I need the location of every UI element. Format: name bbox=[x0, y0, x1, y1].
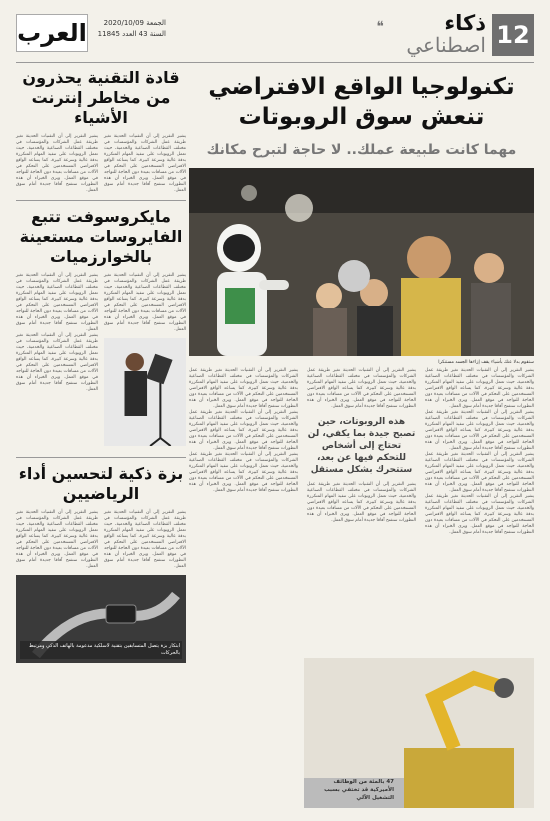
body-text: يشير التقرير إلى أن التقنيات الحديثة تغير طريقة عمل الشركات والمؤسسات في مختلف القطاعات الصناعية والخدمية، حيث تعمل الروبوتات على تنفيذ المهام المتكررة بدقة عالية وسرعة كبيرة، كما يساعد الواقع الافتراضي المستخدمين على التحكم في الآلات من مسافات بعيدة دون الحاجة للتواجد في موقع العمل. ويرى الخبراء أن هذه التطورات ستفتح آفاقا جديدة أمام سوق العمل. bbox=[16, 273, 98, 332]
section-title-top: ذكاء bbox=[444, 11, 486, 35]
body-text: يشير التقرير إلى أن التقنيات الحديثة تغير طريقة عمل الشركات والمؤسسات في مختلف القطاعات الصناعية والخدمية، حيث تعمل الروبوتات على تنفيذ المهام المتكررة بدقة عالية وسرعة كبيرة، كما يساعد الواقع الافتراضي المستخدمين على التحكم في الآلات من مسافات بعيدة دون الحاجة للتواجد في موقع العمل. ويرى الخبراء أن هذه التطورات ستفتح آفاقا جديدة أمام سوق العمل. bbox=[189, 368, 298, 409]
side-story-2-body bbox=[16, 273, 186, 451]
body-text: يشير التقرير إلى أن التقنيات الحديثة تغير طريقة عمل الشركات والمؤسسات في مختلف القطاعات الصناعية والخدمية، حيث تعمل الروبوتات على تنفيذ المهام المتكررة بدقة عالية وسرعة كبيرة، كما يساعد الواقع الافتراضي المستخدمين على التحكم في الآلات من مسافات بعيدة دون الحاجة للتواجد في موقع العمل. ويرى الخبراء أن هذه التطورات ستفتح آفاقا جديدة أمام سوق العمل. bbox=[425, 452, 534, 493]
side-story-3-photo bbox=[16, 575, 186, 663]
side-story-3-photo-caption: ابتكار بزة يتصل المتسابقين بتقنية لاسلكية مدعومة بالهاتف الذكي ومرتبط بالحركات bbox=[20, 641, 182, 659]
body-text: يشير التقرير إلى أن التقنيات الحديثة تغير طريقة عمل الشركات والمؤسسات في مختلف القطاعات الصناعية والخدمية، حيث تعمل الروبوتات على تنفيذ المهام المتكررة بدقة عالية وسرعة كبيرة، كما يساعد الواقع الافتراضي المستخدمين على التحكم في الآلات من مسافات بعيدة دون الحاجة للتواجد في موقع العمل. ويرى الخبراء أن هذه التطورات ستفتح آفاقا جديدة أمام سوق العمل. bbox=[425, 368, 534, 409]
hero-photo-caption: ستقوم بدلا عنك بأشياء يقف إزاءها الجسد مستنكرا bbox=[438, 360, 534, 365]
side-column bbox=[16, 68, 186, 663]
body-text: يشير التقرير إلى أن التقنيات الحديثة تغير طريقة عمل الشركات والمؤسسات في مختلف القطاعات الصناعية والخدمية، حيث تعمل الروبوتات على تنفيذ المهام المتكررة بدقة عالية وسرعة كبيرة، كما يساعد الواقع الافتراضي المستخدمين على التحكم في الآلات من مسافات بعيدة دون الحاجة للتواجد في موقع العمل. ويرى الخبراء أن هذه التطورات ستفتح آفاقا جديدة أمام سوق العمل. bbox=[307, 482, 416, 523]
body-text: يشير التقرير إلى أن التقنيات الحديثة تغير طريقة عمل الشركات والمؤسسات في مختلف القطاعات الصناعية والخدمية، حيث تعمل الروبوتات على تنفيذ المهام المتكررة بدقة عالية وسرعة كبيرة، كما يساعد الواقع الافتراضي المستخدمين على التحكم في الآلات من مسافات بعيدة دون الحاجة للتواجد في موقع العمل. ويرى الخبراء أن هذه التطورات ستفتح آفاقا جديدة أمام سوق العمل. bbox=[104, 134, 186, 193]
side-story-2-title: مايكروسوفت تتبع الفايروسات مستعينة بالخوارزميات bbox=[19, 207, 183, 266]
body-text: يشير التقرير إلى أن التقنيات الحديثة تغير طريقة عمل الشركات والمؤسسات في مختلف القطاعات الصناعية والخدمية، حيث تعمل الروبوتات على تنفيذ المهام المتكررة بدقة عالية وسرعة كبيرة، كما يساعد الواقع الافتراضي المستخدمين على التحكم في الآلات من مسافات بعيدة دون الحاجة للتواجد في موقع العمل. ويرى الخبراء أن هذه التطورات ستفتح آفاقا جديدة أمام سوق العمل. bbox=[189, 452, 298, 493]
body-text: يشير التقرير إلى أن التقنيات الحديثة تغير طريقة عمل الشركات والمؤسسات في مختلف القطاعات الصناعية والخدمية، حيث تعمل الروبوتات على تنفيذ المهام المتكررة بدقة عالية وسرعة كبيرة، كما يساعد الواقع الافتراضي المستخدمين على التحكم في الآلات من مسافات بعيدة دون الحاجة للتواجد في موقع العمل. ويرى الخبراء أن هذه التطورات ستفتح آفاقا جديدة أمام سوق العمل. bbox=[16, 510, 98, 569]
body-text: يشير التقرير إلى أن التقنيات الحديثة تغير طريقة عمل الشركات والمؤسسات في مختلف القطاعات الصناعية والخدمية، حيث تعمل الروبوتات على تنفيذ المهام المتكررة بدقة عالية وسرعة كبيرة، كما يساعد الواقع الافتراضي المستخدمين على التحكم في الآلات من مسافات بعيدة دون الحاجة للتواجد في موقع العمل. ويرى الخبراء أن هذه التطورات ستفتح آفاقا جديدة أمام سوق العمل. bbox=[104, 510, 186, 569]
body-column-2 bbox=[307, 368, 416, 524]
main-story-body bbox=[189, 368, 534, 808]
side-story-2-photo bbox=[104, 338, 186, 446]
body-text: يشير التقرير إلى أن التقنيات الحديثة تغير طريقة عمل الشركات والمؤسسات في مختلف القطاعات الصناعية والخدمية، حيث تعمل الروبوتات على تنفيذ المهام المتكررة بدقة عالية وسرعة كبيرة، كما يساعد الواقع الافتراضي المستخدمين على التحكم في الآلات من مسافات بعيدة دون الحاجة للتواجد في موقع العمل. ويرى الخبراء أن هذه التطورات ستفتح آفاقا جديدة أمام سوق العمل. bbox=[189, 410, 298, 451]
newspaper-logo: العرب bbox=[16, 14, 88, 52]
issue-date: الجمعة 2020/10/09 bbox=[103, 19, 166, 27]
section-title bbox=[406, 12, 486, 56]
body-text: يشير التقرير إلى أن التقنيات الحديثة تغير طريقة عمل الشركات والمؤسسات في مختلف القطاعات الصناعية والخدمية، حيث تعمل الروبوتات على تنفيذ المهام المتكررة بدقة عالية وسرعة كبيرة، كما يساعد الواقع الافتراضي المستخدمين على التحكم في الآلات من مسافات بعيدة دون الحاجة للتواجد في موقع العمل. ويرى الخبراء أن هذه التطورات ستفتح آفاقا جديدة أمام سوق العمل. bbox=[104, 273, 186, 332]
body-column-1 bbox=[425, 368, 534, 536]
body-text: يشير التقرير إلى أن التقنيات الحديثة تغير طريقة عمل الشركات والمؤسسات في مختلف القطاعات الصناعية والخدمية، حيث تعمل الروبوتات على تنفيذ المهام المتكررة بدقة عالية وسرعة كبيرة، كما يساعد الواقع الافتراضي المستخدمين على التحكم في الآلات من مسافات بعيدة دون الحاجة للتواجد في موقع العمل. ويرى الخبراء أن هذه التطورات ستفتح آفاقا جديدة أمام سوق العمل. bbox=[16, 134, 98, 193]
body-text: يشير التقرير إلى أن التقنيات الحديثة تغير طريقة عمل الشركات والمؤسسات في مختلف القطاعات الصناعية والخدمية، حيث تعمل الروبوتات على تنفيذ المهام المتكررة بدقة عالية وسرعة كبيرة، كما يساعد الواقع الافتراضي المستخدمين على التحكم في الآلات من مسافات بعيدة دون الحاجة للتواجد في موقع العمل. ويرى الخبراء أن هذه التطورات ستفتح آفاقا جديدة أمام سوق العمل. bbox=[425, 494, 534, 535]
robot-photo-caption: 47 بالمئة من الوظائف الأميركية قد تختفي بسبب التشغيل الآلي bbox=[324, 779, 394, 801]
body-text: يشير التقرير إلى أن التقنيات الحديثة تغير طريقة عمل الشركات والمؤسسات في مختلف القطاعات الصناعية والخدمية، حيث تعمل الروبوتات على تنفيذ المهام المتكررة بدقة عالية وسرعة كبيرة، كما يساعد الواقع الافتراضي المستخدمين على التحكم في الآلات من مسافات بعيدة دون الحاجة للتواجد في موقع العمل. ويرى الخبراء أن هذه التطورات ستفتح آفاقا جديدة أمام سوق العمل. bbox=[16, 333, 98, 392]
body-text: يشير التقرير إلى أن التقنيات الحديثة تغير طريقة عمل الشركات والمؤسسات في مختلف القطاعات الصناعية والخدمية، حيث تعمل الروبوتات على تنفيذ المهام المتكررة بدقة عالية وسرعة كبيرة، كما يساعد الواقع الافتراضي المستخدمين على التحكم في الآلات من مسافات بعيدة دون الحاجة للتواجد في موقع العمل. ويرى الخبراء أن هذه التطورات ستفتح آفاقا جديدة أمام سوق العمل. bbox=[425, 410, 534, 451]
side-story-1-body bbox=[16, 134, 186, 194]
divider bbox=[16, 457, 186, 458]
side-story-3-body bbox=[16, 510, 186, 570]
body-column-3 bbox=[189, 368, 298, 494]
body-text: يشير التقرير إلى أن التقنيات الحديثة تغير طريقة عمل الشركات والمؤسسات في مختلف القطاعات الصناعية والخدمية، حيث تعمل الروبوتات على تنفيذ المهام المتكررة بدقة عالية وسرعة كبيرة، كما يساعد الواقع الافتراضي المستخدمين على التحكم في الآلات من مسافات بعيدة دون الحاجة للتواجد في موقع العمل. ويرى الخبراء أن هذه التطورات ستفتح آفاقا جديدة أمام سوق العمل. bbox=[307, 368, 416, 409]
header-divider bbox=[16, 62, 534, 63]
main-headline: تكنولوجيا الواقع الافتراضي تنعش سوق الروبوتات bbox=[208, 74, 515, 130]
divider bbox=[16, 200, 186, 201]
main-subheadline: مهما كانت طبيعة عملك.. لا حاجة لتبرح مكانك bbox=[206, 142, 517, 158]
side-story-1-title: قادة التقنية يحذرون من مخاطر إنترنت الأشياء bbox=[22, 68, 180, 127]
page-header bbox=[16, 11, 534, 60]
page-number: 12 bbox=[492, 14, 534, 56]
section-title-bottom: اصطناعي bbox=[406, 33, 486, 57]
issue-info bbox=[96, 18, 166, 40]
pull-quote: هذه الروبوتات، حين تصبح جيدة بما يكفي، لن تحتاج إلى أشخاص للتحكم فيها عن بعد، ستتحرك بشكل مستقل bbox=[307, 417, 416, 475]
quote-marks-icon: ❝ bbox=[376, 19, 384, 35]
hero-photo bbox=[189, 168, 534, 356]
issue-number: السنة 43 العدد 11845 bbox=[97, 30, 166, 38]
robot-photo bbox=[304, 658, 534, 808]
side-story-3-title: بزة ذكية لتحسين أداء الرياضيين bbox=[18, 464, 184, 503]
